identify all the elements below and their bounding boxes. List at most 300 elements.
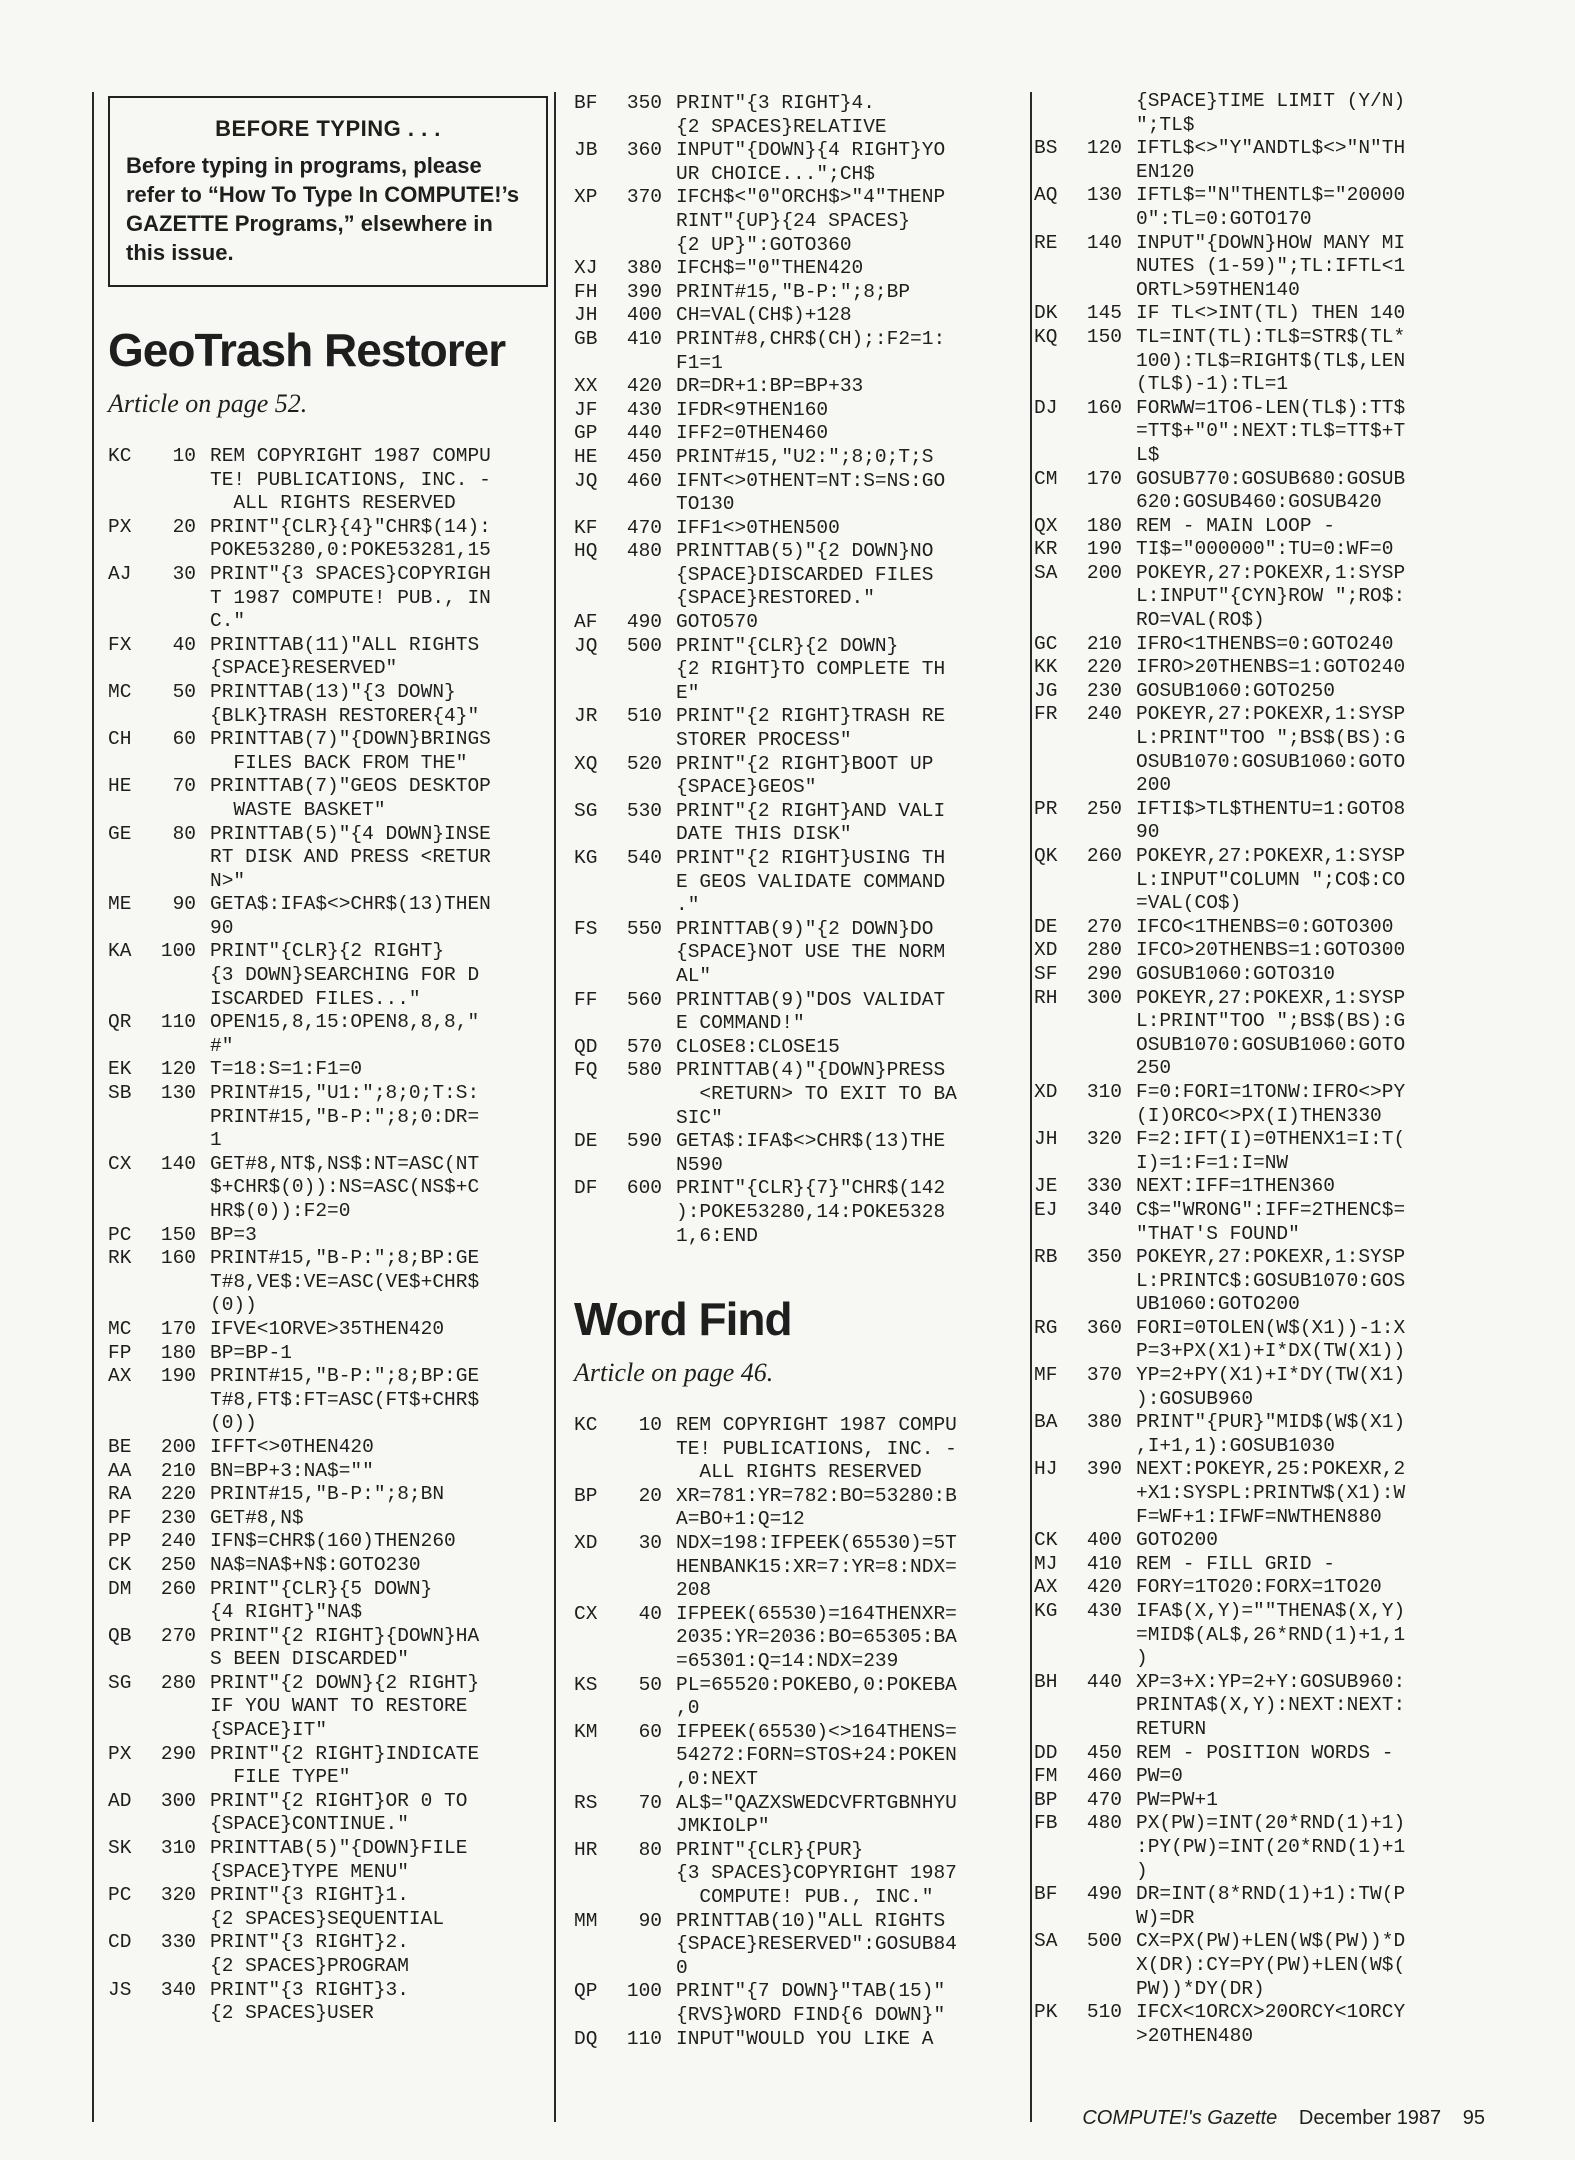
- checksum-label: XD: [1034, 939, 1058, 962]
- checksum-label: QD: [574, 1035, 598, 1058]
- code-line: [574, 918, 1024, 989]
- line-number: 300: [160, 1789, 196, 1812]
- line-number: [1078, 90, 1136, 137]
- column-1: [108, 92, 548, 2026]
- line-number: 310: [160, 1837, 196, 1860]
- checksum-label: RH: [1034, 986, 1058, 1009]
- checksum-label: PK: [1034, 2001, 1058, 2024]
- code-text: PRINT"{2 RIGHT}TRASH RE STORER PROCESS": [676, 705, 946, 752]
- code-line: [1034, 656, 1484, 680]
- code-line: [574, 1603, 1024, 1674]
- line-number: 180: [160, 1341, 196, 1364]
- code-text: IFRO>20THENBS=1:GOTO240: [1136, 656, 1406, 679]
- line-number: 230: [1086, 679, 1122, 702]
- checksum-label: BA: [1034, 1411, 1058, 1434]
- code-text: IFDR<9THEN160: [676, 398, 829, 421]
- code-text: IFPEEK(65530)<>164THENS= 54272:FORN=STOS+24:POKEN ,0:NEXT: [676, 1720, 957, 1790]
- line-number: 290: [1086, 962, 1122, 985]
- line-number: 490: [1086, 1883, 1122, 1906]
- line-number: 410: [626, 327, 662, 350]
- checksum-label: MM: [574, 1909, 598, 1932]
- line-number: 320: [160, 1884, 196, 1907]
- checksum-label: HR: [574, 1838, 598, 1861]
- footer-publication: COMPUTE!'s Gazette: [1082, 2107, 1278, 2129]
- line-number: 100: [626, 1980, 662, 2003]
- listing-geotrash-part1: [108, 445, 548, 2026]
- checksum-label: JE: [1034, 1175, 1058, 1198]
- line-number: 160: [1086, 396, 1122, 419]
- checksum-label: JG: [1034, 679, 1058, 702]
- line-number: 190: [1086, 538, 1122, 561]
- code-line: [1034, 1765, 1484, 1789]
- checksum-label: PF: [108, 1506, 132, 1529]
- code-text: IFRO<1THENBS=0:GOTO240: [1136, 632, 1394, 655]
- code-text: IFA$(X,Y)=""THENA$(X,Y) =MID$(AL$,26*RND(1)+1,1 ): [1136, 1600, 1406, 1670]
- line-number: 330: [1086, 1175, 1122, 1198]
- code-text: PW=PW+1: [1136, 1788, 1218, 1811]
- code-text: IFCX<1ORCX>20ORCY<1ORCY >20THEN480: [1136, 2001, 1406, 2047]
- code-text: GETA$:IFA$<>CHR$(13)THEN 90: [210, 893, 491, 939]
- checksum-label: KM: [574, 1720, 598, 1743]
- checksum-label: RB: [1034, 1246, 1058, 1269]
- code-line: [1034, 302, 1484, 326]
- checksum-label: PC: [108, 1223, 132, 1246]
- line-number: 250: [160, 1553, 196, 1576]
- code-line: [108, 1058, 548, 1082]
- code-line: [1034, 326, 1484, 397]
- checksum-label: DE: [1034, 915, 1058, 938]
- code-text: IFPEEK(65530)=164THENXR= 2035:YR=2036:BO=65305:BA =65301:Q=14:NDX=239: [676, 1602, 957, 1673]
- checksum-label: QB: [108, 1624, 132, 1647]
- code-text: NA$=NA$+N$:GOTO230: [210, 1553, 421, 1576]
- line-number: 70: [638, 1791, 662, 1814]
- code-text: PRINT"{CLR}{2 DOWN} {2 RIGHT}TO COMPLETE TH E": [676, 634, 946, 704]
- code-line: [108, 1884, 548, 1931]
- code-line: [574, 1980, 1024, 2027]
- line-number: 430: [626, 398, 662, 421]
- code-line: [1034, 916, 1484, 940]
- code-line: [1034, 1930, 1484, 2001]
- line-number: 330: [160, 1931, 196, 1954]
- code-text: NEXT:POKEYR,25:POKEXR,2 +X1:SYSPL:PRINTW$(X1):W F=WF+1:IFWF=NWTHEN880: [1136, 1458, 1406, 1528]
- line-number: 570: [626, 1035, 662, 1058]
- code-line: [108, 1672, 548, 1743]
- code-text: PRINTTAB(5)"{2 DOWN}NO {SPACE}DISCARDED FILES {SPACE}RESTORED.": [676, 540, 934, 610]
- checksum-label: AA: [108, 1459, 132, 1482]
- code-line: [1034, 1364, 1484, 1411]
- code-text: PRINT"{3 SPACES}COPYRIGH T 1987 COMPUTE! PUB., IN C.": [210, 562, 491, 633]
- checksum-label: JF: [574, 398, 598, 421]
- code-text: IFF1<>0THEN500: [676, 516, 840, 539]
- code-text: GOTO570: [676, 611, 758, 634]
- checksum-label: MC: [108, 680, 132, 703]
- line-number: 510: [626, 705, 662, 728]
- checksum-label: BE: [108, 1435, 132, 1458]
- code-line: [1034, 184, 1484, 231]
- code-text: PRINT"{2 DOWN}{2 RIGHT} IF YOU WANT TO RESTORE {SPACE}IT": [210, 1671, 480, 1742]
- code-text: PRINT#15,"B-P:";8;BP: [676, 280, 911, 303]
- code-line: [1034, 562, 1484, 633]
- code-text: GOSUB1060:GOTO310: [1136, 962, 1335, 985]
- line-number: 270: [1086, 915, 1122, 938]
- code-line: [108, 940, 548, 1011]
- checksum-label: KF: [574, 516, 598, 539]
- code-line: [1034, 963, 1484, 987]
- footer-date: December 1987: [1298, 2107, 1442, 2129]
- code-line: [1034, 468, 1484, 515]
- code-line: [574, 1532, 1024, 1603]
- line-number: 340: [160, 1978, 196, 2001]
- checksum-label: GP: [574, 422, 598, 445]
- checksum-label: BP: [1034, 1788, 1058, 1811]
- code-text: F=2:IFT(I)=0THENX1=I:T( I)=1:F=1:I=NW: [1136, 1128, 1406, 1174]
- code-text: IFTL$="N"THENTL$="20000 0":TL=0:GOTO170: [1136, 184, 1406, 230]
- code-line: [574, 705, 1024, 752]
- line-number: 410: [1086, 1552, 1122, 1575]
- checksum-label: KA: [108, 940, 132, 963]
- code-text: PRINTTAB(9)"DOS VALIDAT E COMMAND!": [676, 988, 946, 1035]
- code-line: [1034, 633, 1484, 657]
- code-line: [108, 1931, 548, 1978]
- code-text: TI$="000000":TU=0:WF=0: [1136, 538, 1394, 561]
- code-text: C$="WRONG":IFF=2THENC$= "THAT'S FOUND": [1136, 1198, 1406, 1245]
- code-line: [1034, 845, 1484, 916]
- code-text: POKEYR,27:POKEXR,1:SYSP L:PRINTC$:GOSUB1070:GOS UB1060:GOTO200: [1136, 1246, 1406, 1316]
- checksum-label: KG: [574, 847, 598, 869]
- checksum-label: FR: [1034, 703, 1058, 726]
- code-text: PRINT"{CLR}{7}"CHR$(142 ):POKE53280,14:POKE5328 1,6:END: [676, 1177, 946, 1247]
- line-number: 130: [1086, 184, 1122, 207]
- code-line: [108, 1224, 548, 1248]
- checksum-label: HQ: [574, 540, 598, 563]
- code-line: [574, 1792, 1024, 1839]
- checksum-label: EJ: [1034, 1198, 1058, 1221]
- checksum-label: PR: [1034, 797, 1058, 820]
- code-text: XR=781:YR=782:BO=53280:B A=BO+1:Q=12: [676, 1484, 957, 1531]
- line-number: 145: [1086, 302, 1122, 325]
- checksum-label: SG: [108, 1671, 132, 1694]
- code-text: PRINTTAB(13)"{3 DOWN} {BLK}TRASH RESTORER{4}": [210, 680, 480, 727]
- checksum-label: HE: [574, 445, 598, 468]
- line-number: 110: [160, 1011, 196, 1034]
- code-text: PL=65520:POKEBO,0:POKEBA ,0: [676, 1673, 957, 1720]
- line-number: 400: [626, 304, 662, 327]
- code-line: [574, 1674, 1024, 1721]
- line-number: 160: [160, 1247, 196, 1270]
- code-line: [108, 1153, 548, 1224]
- line-number: 60: [172, 728, 196, 751]
- checksum-label: CM: [1034, 467, 1058, 490]
- code-line: [108, 1342, 548, 1366]
- article-subtitle-wordfind: Article on page 46.: [574, 1358, 774, 1388]
- code-line: [574, 2028, 1024, 2052]
- line-number: 40: [172, 633, 196, 656]
- column-rule-left: [92, 92, 94, 2122]
- checksum-label: AX: [1034, 1576, 1058, 1599]
- code-line: [574, 1177, 1024, 1248]
- code-text: GET#8,N$: [210, 1506, 304, 1529]
- line-number: 150: [160, 1223, 196, 1246]
- line-number: 430: [1086, 1600, 1122, 1622]
- line-number: 540: [626, 847, 662, 869]
- line-number: 100: [160, 940, 196, 963]
- article-title-geotrash: GeoTrash Restorer: [108, 324, 506, 376]
- code-line: [108, 563, 548, 634]
- code-text: PRINT#8,CHR$(CH);:F2=1: F1=1: [676, 327, 946, 374]
- line-number: 440: [626, 422, 662, 445]
- checksum-label: DF: [574, 1177, 598, 1200]
- line-number: 200: [1086, 561, 1122, 584]
- code-line: [1034, 1317, 1484, 1364]
- checksum-label: RA: [108, 1483, 132, 1506]
- checksum-label: BS: [1034, 137, 1058, 160]
- code-text: TL=INT(TL):TL$=STR$(TL* 100):TL$=RIGHT$(TL$,LEN (TL$)-1):TL=1: [1136, 325, 1406, 396]
- line-number: 50: [638, 1673, 662, 1696]
- checksum-label: KC: [574, 1414, 598, 1437]
- code-line: [108, 728, 548, 775]
- code-text: IFCH$="0"THEN420: [676, 257, 864, 280]
- line-number: 370: [1086, 1364, 1122, 1387]
- code-text: PRINT"{3 RIGHT}1. {2 SPACES}SEQUENTIAL: [210, 1884, 445, 1930]
- checksum-label: JR: [574, 705, 598, 728]
- code-text: IFNT<>0THENT=NT:S=NS:GO TO130: [676, 469, 946, 516]
- line-number: 500: [626, 634, 662, 657]
- line-number: 10: [172, 445, 196, 467]
- code-text: INPUT"{DOWN}{4 RIGHT}YO UR CHOICE...";CH$: [676, 139, 946, 185]
- code-text: IF TL<>INT(TL) THEN 140: [1136, 302, 1406, 325]
- code-line: [1034, 1458, 1484, 1529]
- checksum-label: CK: [1034, 1529, 1058, 1552]
- line-number: 530: [626, 799, 662, 822]
- code-line: [108, 1625, 548, 1672]
- code-text: POKEYR,27:POKEXR,1:SYSP L:PRINT"TOO ";BS$(BS):G OSUB1070:GOSUB1060:GOTO 200: [1136, 703, 1406, 797]
- line-number: 220: [1086, 656, 1122, 679]
- code-text: INPUT"{DOWN}HOW MANY MI NUTES (1-59)";TL:IFTL<1 ORTL>59THEN140: [1136, 231, 1406, 301]
- checksum-label: FF: [574, 988, 598, 1011]
- code-text: PRINT#15,"U2:";8;0;T;S: [676, 445, 934, 468]
- line-number: 50: [172, 680, 196, 703]
- code-line: [108, 823, 548, 894]
- code-text: PRINTTAB(11)"ALL RIGHTS {SPACE}RESERVED": [210, 633, 480, 680]
- code-line: [1034, 90, 1484, 137]
- code-line: [574, 800, 1024, 847]
- line-number: 120: [160, 1058, 196, 1081]
- line-number: 420: [626, 375, 662, 398]
- code-line: [574, 281, 1024, 305]
- code-line: [1034, 1576, 1484, 1600]
- code-text: PRINTTAB(5)"{DOWN}FILE {SPACE}TYPE MENU": [210, 1837, 468, 1883]
- code-line: [108, 1578, 548, 1625]
- line-number: 370: [626, 186, 662, 209]
- line-number: 470: [626, 516, 662, 539]
- checksum-label: XQ: [574, 752, 598, 775]
- checksum-label: AF: [574, 611, 598, 634]
- code-text: NDX=198:IFPEEK(65530)=5T HENBANK15:XR=7:YR=8:NDX= 208: [676, 1532, 957, 1602]
- code-text: PRINT"{CLR}{5 DOWN} {4 RIGHT}"NA$: [210, 1577, 433, 1624]
- code-text: CX=PX(PW)+LEN(W$(PW))*D X(DR):CY=PY(PW)+LEN(W$( PW))*DY(DR): [1136, 1930, 1406, 2000]
- checksum-label: FP: [108, 1341, 132, 1364]
- line-number: 30: [172, 562, 196, 585]
- code-line: [574, 1485, 1024, 1532]
- code-text: IFTI$>TL$THENTU=1:GOTO8 90: [1136, 797, 1406, 844]
- line-number: 180: [1086, 514, 1122, 537]
- code-text: PRINTTAB(7)"{DOWN}BRINGS FILES BACK FROM THE": [210, 728, 491, 774]
- code-line: [1034, 703, 1484, 797]
- code-text: PRINT"{2 RIGHT}BOOT UP {SPACE}GEOS": [676, 752, 934, 799]
- code-line: [574, 257, 1024, 281]
- checksum-label: DJ: [1034, 396, 1058, 419]
- checksum-label: JB: [574, 139, 598, 162]
- column-3: [1034, 92, 1484, 2048]
- code-text: PRINTTAB(10)"ALL RIGHTS {SPACE}RESERVED":GOSUB84 0: [676, 1909, 957, 1979]
- line-number: 400: [1086, 1529, 1122, 1552]
- code-line: [108, 1460, 548, 1484]
- checksum-label: BH: [1034, 1670, 1058, 1693]
- checksum-label: JQ: [574, 469, 598, 492]
- line-number: 40: [638, 1602, 662, 1625]
- code-line: [108, 1507, 548, 1531]
- code-line: [108, 1436, 548, 1460]
- code-text: IFF2=0THEN460: [676, 422, 829, 445]
- line-number: 170: [1086, 467, 1122, 490]
- checksum-label: GE: [108, 822, 132, 845]
- code-line: [1034, 1081, 1484, 1128]
- code-line: [1034, 538, 1484, 562]
- footer-page-number: 95: [1462, 2107, 1485, 2129]
- line-number: 390: [626, 280, 662, 303]
- checksum-label: BF: [1034, 1883, 1058, 1906]
- checksum-label: KS: [574, 1673, 598, 1696]
- checksum-label: XJ: [574, 257, 598, 280]
- checksum-label: QR: [108, 1011, 132, 1034]
- column-rule-right: [1030, 92, 1032, 2122]
- line-number: 240: [1086, 703, 1122, 726]
- checksum-label: XD: [574, 1532, 598, 1555]
- code-text: T=18:S=1:F1=0: [210, 1058, 363, 1081]
- code-line: [574, 1839, 1024, 1910]
- code-text: {SPACE}TIME LIMIT (Y/N) ";TL$: [1136, 90, 1406, 136]
- page-footer: [1082, 2107, 1485, 2130]
- checksum-label: HJ: [1034, 1458, 1058, 1481]
- line-number: 220: [160, 1483, 196, 1506]
- line-number: 280: [1086, 939, 1122, 962]
- checksum-label: KK: [1034, 656, 1058, 679]
- code-text: REM COPYRIGHT 1987 COMPU TE! PUBLICATIONS, INC. - ALL RIGHTS RESERVED: [676, 1414, 957, 1484]
- line-number: 480: [626, 540, 662, 563]
- line-number: 90: [172, 893, 196, 916]
- code-line: [108, 1979, 548, 2026]
- checksum-label: CK: [108, 1553, 132, 1576]
- code-line: [574, 635, 1024, 706]
- line-number: 90: [638, 1909, 662, 1932]
- code-text: PRINT"{7 DOWN}"TAB(15)" {RVS}WORD FIND{6 DOWN}": [676, 1980, 946, 2026]
- before-typing-box: [108, 96, 548, 287]
- checksum-label: AD: [108, 1789, 132, 1812]
- checksum-label: JQ: [574, 634, 598, 657]
- code-line: [1034, 1883, 1484, 1930]
- checksum-label: CX: [108, 1152, 132, 1175]
- checksum-label: FS: [574, 917, 598, 940]
- checksum-label: SB: [108, 1082, 132, 1105]
- code-line: [1034, 1175, 1484, 1199]
- code-line: [574, 328, 1024, 375]
- code-line: [1034, 2001, 1484, 2048]
- line-number: 20: [172, 515, 196, 538]
- code-line: [574, 1414, 1024, 1485]
- code-text: PRINT"{2 RIGHT}AND VALI DATE THIS DISK": [676, 799, 946, 846]
- code-line: [1034, 397, 1484, 468]
- article-title-wordfind: Word Find: [574, 1293, 792, 1346]
- code-line: [574, 399, 1024, 423]
- code-line: [574, 92, 1024, 139]
- code-line: [574, 470, 1024, 517]
- checksum-label: QX: [1034, 514, 1058, 537]
- checksum-label: AQ: [1034, 184, 1058, 207]
- code-text: PRINT"{CLR}{2 RIGHT} {3 DOWN}SEARCHING FOR D ISCARDED FILES...": [210, 940, 480, 1010]
- line-number: 150: [1086, 325, 1122, 348]
- code-text: IFCH$<"0"ORCH$>"4"THENP RINT"{UP}{24 SPACES} {2 UP}":GOTO360: [676, 186, 946, 256]
- code-line: [108, 1554, 548, 1578]
- checksum-label: SF: [1034, 962, 1058, 985]
- code-text: IFCO<1THENBS=0:GOTO300: [1136, 915, 1394, 938]
- code-line: [1034, 1199, 1484, 1246]
- checksum-label: DE: [574, 1130, 598, 1153]
- line-number: 120: [1086, 137, 1122, 160]
- line-number: 30: [638, 1532, 662, 1555]
- checksum-label: HE: [108, 775, 132, 798]
- code-line: [108, 1790, 548, 1837]
- code-line: [1034, 1742, 1484, 1766]
- code-text: CH=VAL(CH$)+128: [676, 304, 852, 327]
- code-line: [574, 1721, 1024, 1792]
- code-text: PRINT#15,"B-P:";8;BN: [210, 1483, 445, 1506]
- code-text: YP=2+PY(X1)+I*DY(TW(X1) ):GOSUB960: [1136, 1364, 1406, 1410]
- checksum-label: JH: [1034, 1128, 1058, 1151]
- code-text: PRINTTAB(4)"{DOWN}PRESS <RETURN> TO EXIT TO BA SIC": [676, 1059, 957, 1129]
- checksum-label: ME: [108, 893, 132, 916]
- checksum-label: KG: [1034, 1600, 1058, 1622]
- code-text: GOTO200: [1136, 1529, 1218, 1552]
- code-line: [1034, 1529, 1484, 1553]
- code-text: PRINT"{2 RIGHT}INDICATE FILE TYPE": [210, 1742, 480, 1789]
- line-number: 210: [160, 1459, 196, 1482]
- code-text: PRINTTAB(7)"GEOS DESKTOP WASTE BASKET": [210, 775, 491, 821]
- line-number: 440: [1086, 1670, 1122, 1693]
- code-text: F=0:FORI=1TONW:IFRO<>PY (I)ORCO<>PX(I)THEN330: [1136, 1080, 1406, 1127]
- checksum-label: PC: [108, 1884, 132, 1907]
- code-text: BP=BP-1: [210, 1341, 292, 1364]
- code-line: [108, 1530, 548, 1554]
- line-number: 520: [626, 752, 662, 775]
- checksum-label: SG: [574, 799, 598, 822]
- checksum-label: FM: [1034, 1765, 1058, 1788]
- checksum-label: [1034, 90, 1078, 137]
- line-number: 460: [1086, 1765, 1122, 1788]
- checksum-label: EK: [108, 1058, 132, 1081]
- code-text: GOSUB770:GOSUB680:GOSUB 620:GOSUB460:GOSUB420: [1136, 467, 1406, 514]
- code-line: [1034, 1789, 1484, 1813]
- checksum-label: MF: [1034, 1364, 1058, 1387]
- checksum-label: BF: [574, 92, 598, 114]
- line-number: 270: [160, 1624, 196, 1647]
- column-2: [574, 92, 1024, 2051]
- checksum-label: DM: [108, 1577, 132, 1600]
- code-line: [574, 1130, 1024, 1177]
- checksum-label: KQ: [1034, 325, 1058, 348]
- checksum-label: PP: [108, 1530, 132, 1553]
- code-text: FORY=1TO20:FORX=1TO20: [1136, 1576, 1382, 1599]
- checksum-label: GB: [574, 327, 598, 350]
